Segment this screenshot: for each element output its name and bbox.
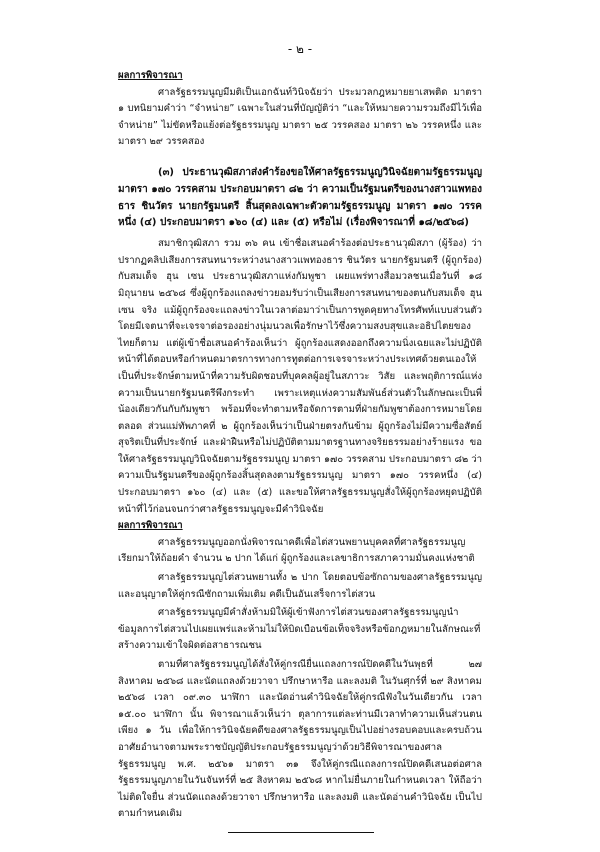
page-number: - ๒ - <box>287 42 313 56</box>
document-body <box>118 68 482 823</box>
end-divider <box>228 832 374 833</box>
case-title: (๓) ประธานวุฒิสภาส่งคำร้องขอให้ศาลรัฐธรรมนูญวินิจฉัยตามรัฐธรรมนูญ มาตรา ๑๗๐ วรรคสาม ประกอบมาตรา ๘๒ ว่า ความเป็นรัฐมนตรีของนางสาวแพทองธาร ชินวัตร นายกรัฐมนตรี สิ้นสุดลงเฉพาะตัวตามรัฐธรรมนูญ มาตรา ๑๗๐ วรรคหนึ่ง (๔) ประกอบมาตรา ๑๖๐ (๔) และ (๕) หรือไม่ (เรื่องพิจารณาที่ ๑๘/๒๕๖๘) <box>118 166 482 229</box>
section2-heading: ผลการพิจารณา <box>118 520 183 532</box>
case-paragraph: สมาชิกวุฒิสภา รวม ๓๖ คน เข้าชื่อเสนอคำร้องต่อประธานวุฒิสภา (ผู้ร้อง) ว่า ปรากฏคลิปเสียงการสนทนาระหว่างนางสาวแพทองธาร ชินวัตร นายกรัฐมนตรี (ผู้ถูกร้อง) กับสมเด็จ ฮุน เซน ประธานวุฒิสภาแห่งกัมพูชา เผยแพร่ทางสื่อมวลชนเมื่อวันที่ ๑๘ มิถุนายน ๒๕๖๘ ซึ่งผู้ถูกร้องแถลงข่าวยอมรับว่าเป็นเสียงการสนทนาของตนกับสมเด็จ ฮุน เซน จริง แม้ผู้ถูกร้องจะแถลงข่าวในเวลาต่อมาว่าเป็นการพูดคุยทางโทรศัพท์แบบส่วนตัวโดยมีเจตนาที่จะเจรจาต่อรองอย่างนุ่มนวลเพื่อรักษาไว้ซึ่งความสงบสุขและอธิปไตยของไทยก็ตาม แต่ผู้เข้าชื่อเสนอคำร้องเห็นว่า ผู้ถูกร้องแสดงออกถึงความนิ่งเฉยและไม่ปฏิบัติหน้าที่ได้ตอบหรือกำหนดมาตรการทางการทูตต่อการเจรจาระหว่างประเทศด้วยตนเองให้เป็นที่ประจักษ์ตามหน้าที่ความรับผิดชอบที่บุคคลผู้อยู่ในสภาวะ วิสัย และพฤติการณ์แห่งความเป็นนายกรัฐมนตรีพึงกระทำ เพราะเหตุแห่งความสัมพันธ์ส่วนตัวในลักษณะเป็นพี่น้องเดียวกันกับกัมพูชา พร้อมที่จะทำตามหรือจัดการตามที่ฝ่ายกัมพูชาต้องการหมายโดยตลอด ส่วนแม่ทัพภาคที่ ๒ ผู้ถูกร้องเห็นว่าเป็นฝ่ายตรงกันข้าม ผู้ถูกร้องไม่มีความซื่อสัตย์สุจริตเป็นที่ประจักษ์ และฝ่าฝืนหรือไม่ปฏิบัติตามมาตรฐานทางจริยธรรมอย่างร้ายแรง ขอให้ศาลรัฐธรรมนูญวินิจฉัยตามรัฐธรรมนูญ มาตรา ๑๗๐ วรรคสาม ประกอบมาตรา ๘๒ ว่า ความเป็นรัฐมนตรีของผู้ถูกร้องสิ้นสุดลงตามรัฐธรรมนูญ มาตรา ๑๗๐ วรรคหนึ่ง (๔) ประกอบมาตรา ๑๖๐ (๔) และ (๕) และขอให้ศาลรัฐธรรมนูญสั่งให้ผู้ถูกร้องหยุดปฏิบัติหน้าที่ไว้ก่อนจนกว่าศาลรัฐธรรมนูญจะมีคำวินิจฉัย <box>118 238 483 515</box>
section1-paragraph: ศาลรัฐธรรมนูญมีมติเป็นเอกฉันท์วินิจฉัยว่า ประมวลกฎหมายยาเสพติด มาตรา ๑ บทนิยามคำว่า “จำหน่าย” เฉพาะในส่วนที่บัญญัติว่า “และให้หมายความรวมถึงมีไว้เพื่อจำหน่าย” ไม่ขัดหรือแย้งต่อรัฐธรรมนูญ มาตรา ๒๕ วรรคสอง มาตรา ๒๖ วรรคหนึ่ง และมาตรา ๒๙ วรรคสอง <box>118 86 482 148</box>
section2-paragraph-3: ศาลรัฐธรรมนูญมีคำสั่งห้ามมิให้ผู้เข้าฟังการไต่สวนของศาลรัฐธรรมนูญนำข้อมูลการไต่สวนไปเผยแพร่และห้ามไม่ให้บิดเบือนข้อเท็จจริงหรือข้อกฎหมายในลักษณะที่สร้างความเข้าใจผิดต่อสาธารณชน <box>118 607 481 652</box>
section2-paragraph-2: ศาลรัฐธรรมนูญไต่สวนพยานทั้ง ๒ ปาก โดยตอบข้อซักถามของศาลรัฐธรรมนูญ และอนุญาตให้คู่กรณีซักถามเพิ่มเติม คดีเป็นอันเสร็จการไต่สวน <box>118 572 482 600</box>
section2-paragraph-4: ตามที่ศาลรัฐธรรมนูญได้สั่งให้คู่กรณียื่นแถลงการณ์ปิดคดีในวันพุธที่ ๒๗ สิงหาคม ๒๕๖๘ และนัดแถลงด้วยวาจา ปรึกษาหารือ และลงมติ ในวันศุกร์ที่ ๒๙ สิงหาคม ๒๕๖๘ เวลา ๐๙.๓๐ นาฬิกา และนัดอ่านคำวินิจฉัยให้คู่กรณีฟังในวันเดียวกัน เวลา ๑๕.๐๐ นาฬิกา นั้น พิจารณาแล้วเห็นว่า ตุลาการแต่ละท่านมีเวลาทำความเห็นส่วนตนเพียง ๑ วัน เพื่อให้การวินิจฉัยคดีของศาลรัฐธรรมนูญเป็นไปอย่างรอบคอบและครบถ้วน อาศัยอำนาจตามพระราชบัญญัติประกอบรัฐธรรมนูญว่าด้วยวิธีพิจารณาของศาลรัฐธรรมนูญ พ.ศ. ๒๕๖๑ มาตรา ๓๑ จึงให้คู่กรณีแถลงการณ์ปิดคดีเสนอต่อศาลรัฐธรรมนูญภายในวันจันทร์ที่ ๒๕ สิงหาคม ๒๕๖๘ หากไม่ยื่นภายในกำหนดเวลา ให้ถือว่าไม่ติดใจยื่น ส่วนนัดแถลงด้วยวาจา ปรึกษาหารือ และลงมติ และนัดอ่านคำวินิจฉัย เป็นไปตามกำหนดเดิม <box>118 659 482 820</box>
section2-paragraph-1: ศาลรัฐธรรมนูญออกนั่งพิจารณาคดีเพื่อไต่สวนพยานบุคคลที่ศาลรัฐธรรมนูญเรียกมาให้ถ้อยคำ จำนวน ๒ ปาก ได้แก่ ผู้ถูกร้องและเลขาธิการสภาความมั่นคงแห่งชาติ <box>118 536 475 565</box>
section1-heading: ผลการพิจารณา <box>118 70 183 81</box>
